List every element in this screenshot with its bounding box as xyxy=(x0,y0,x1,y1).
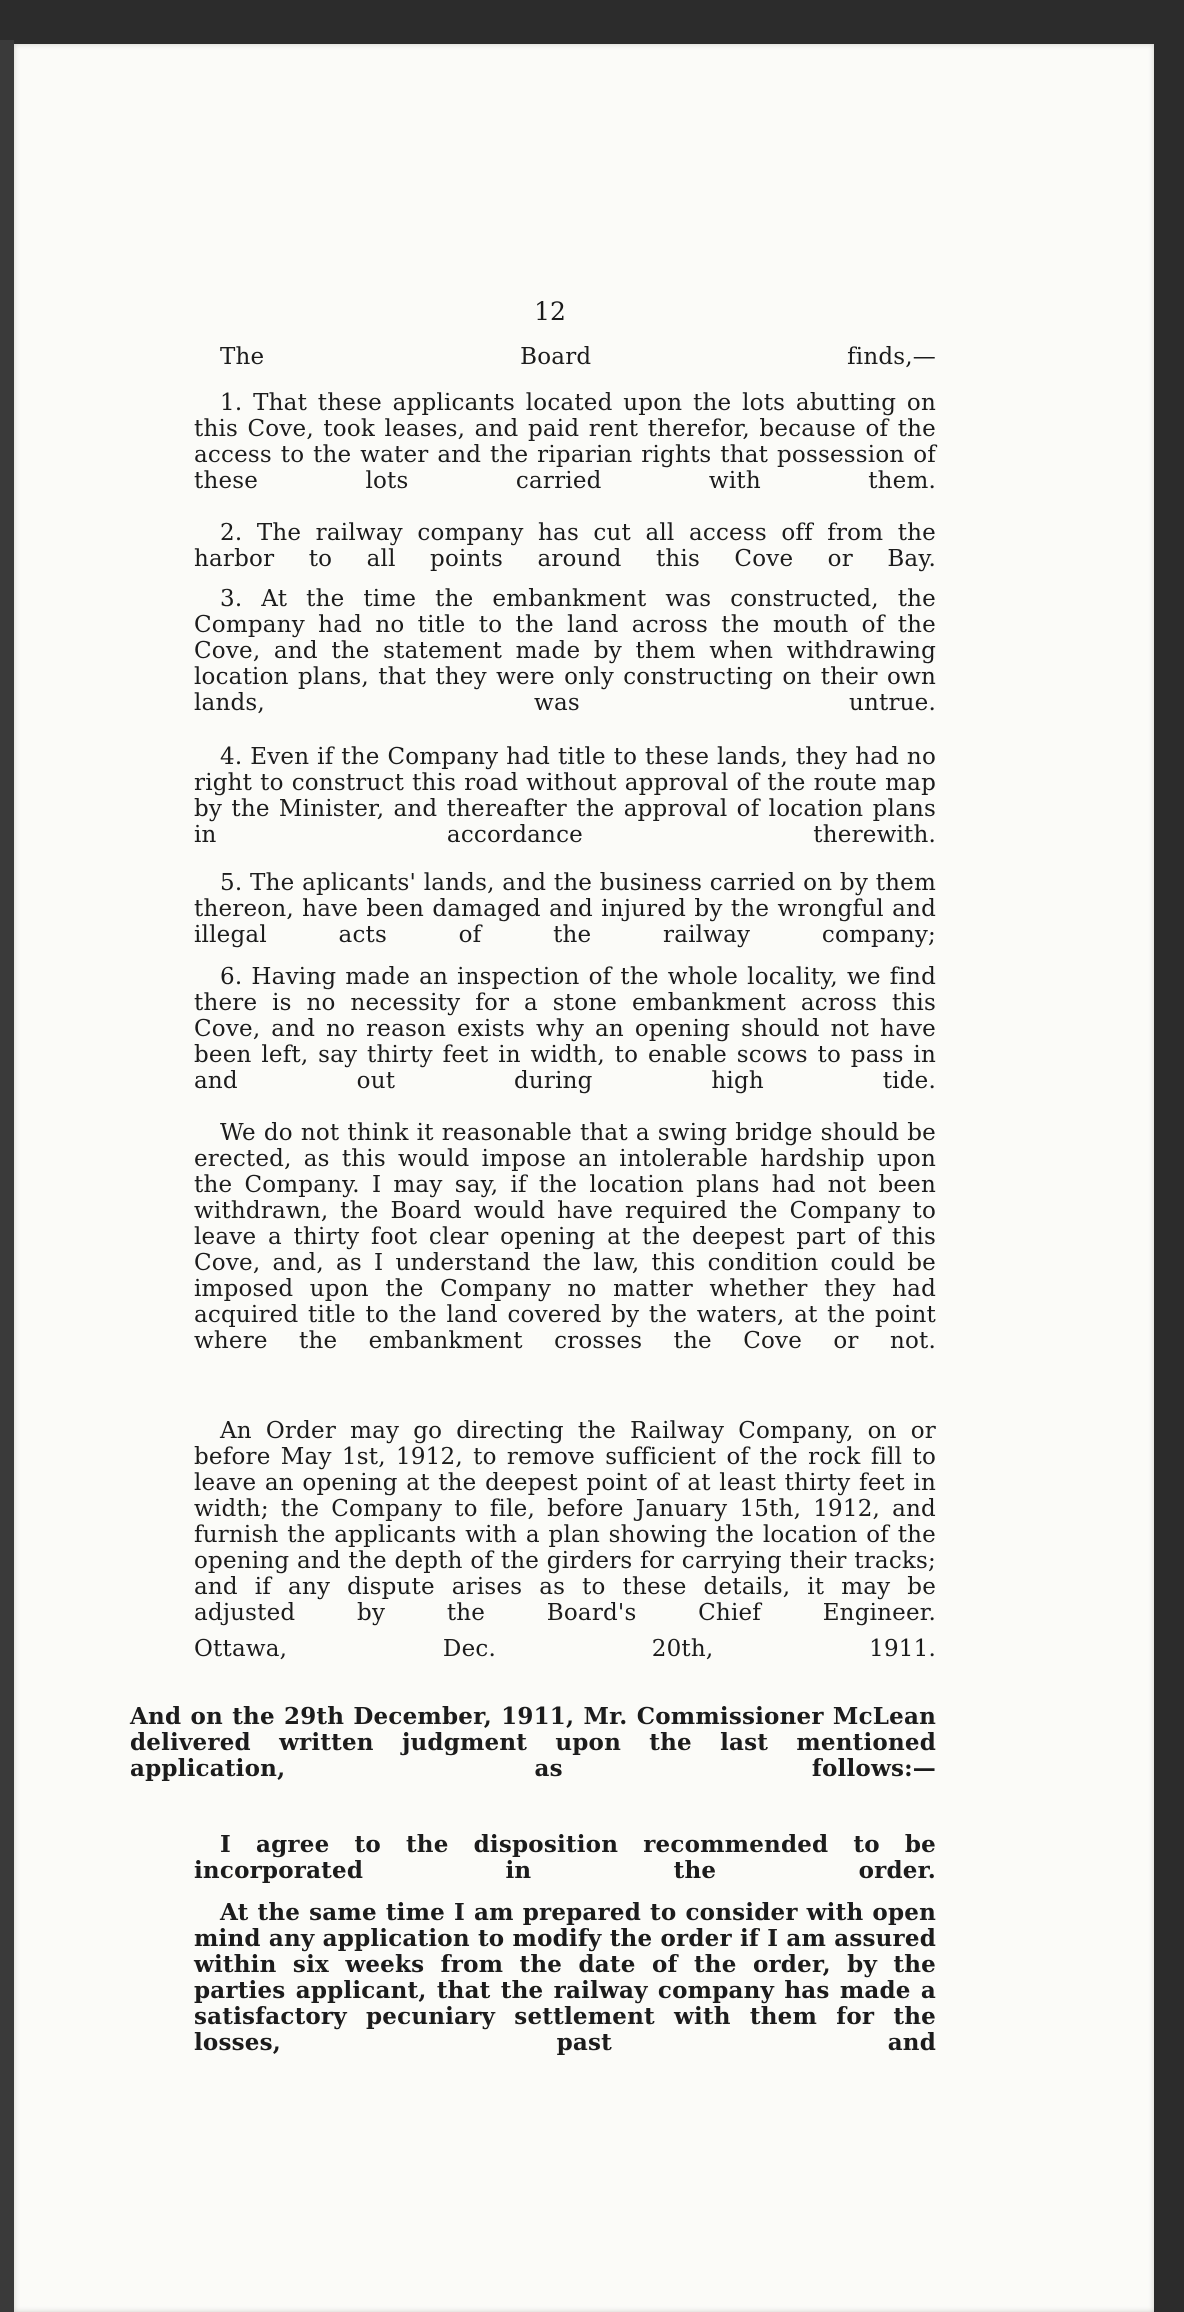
judgment-same-time: At the same time I am prepared to consider with open mind any application to modify the order if I am assured within six weeks from the date of the order, by the parties applicant, that the railway company has made a satisfactory pecuniary settlement with them for the losses, past and xyxy=(194,1899,936,2056)
dateline: Ottawa, Dec. 20th, 1911. xyxy=(194,1636,936,1662)
judgment-intro: And on the 29th December, 1911, Mr. Commissioner McLean delivered written judgment upon the last mentioned application, as follows:— xyxy=(130,1703,936,1782)
finding-6: 6. Having made an inspection of the whole locality, we find there is no necessity for a stone embankment across this Cove, and no reason exists why an opening should not have been left, say thirty feet in width, to enable scows to pass in and out during high tide. xyxy=(194,964,936,1094)
board-heading: The Board finds,— xyxy=(220,344,936,370)
swing-bridge-paragraph: We do not think it reasonable that a swing bridge should be erected, as this would impose an intolerable hardship upon the Company. I may say, if the location plans had not been withdrawn, the Board would have required the Company to leave a thirty foot clear opening at the deepest part of this Cove, and, as I understand the law, this condition could be imposed upon the Company no matter whether they had acquired title to the land covered by the waters, at the point where the embankment crosses the Cove or not. xyxy=(194,1120,936,1354)
scan-left-edge xyxy=(0,40,14,2312)
finding-4: 4. Even if the Company had title to these lands, they had no right to construct this road without approval of the route map by the Minister, and thereafter the approval of location plans in accordance therewith. xyxy=(194,744,936,848)
document-page xyxy=(14,44,1154,2312)
order-paragraph: An Order may go directing the Railway Company, on or before May 1st, 1912, to remove sufficient of the rock fill to leave an opening at the deepest point of at least thirty feet in width; the Company to file, before January 15th, 1912, and furnish the applicants with a plan showing the location of the opening and the depth of the girders for carrying their tracks; and if any dispute arises as to these details, it may be adjusted by the Board's Chief Engineer. xyxy=(194,1418,936,1626)
finding-3: 3. At the time the embankment was constructed, the Company had no title to the land across the mouth of the Cove, and the statement made by them when withdrawing location plans, that they were only constructing on their own lands, was untrue. xyxy=(194,586,936,716)
finding-2: 2. The railway company has cut all access off from the harbor to all points around this Cove or Bay. xyxy=(194,520,936,572)
finding-5: 5. The aplicants' lands, and the business carried on by them thereon, have been damaged and injured by the wrongful and illegal acts of the railway company; xyxy=(194,870,936,948)
finding-1: 1. That these applicants located upon the lots abutting on this Cove, took leases, and paid rent therefor, because of the access to the water and the riparian rights that possession of these lots carried with them. xyxy=(194,390,936,494)
judgment-agree: I agree to the disposition recommended to be incorporated in the order. xyxy=(194,1831,936,1884)
page-number: 12 xyxy=(534,297,566,326)
